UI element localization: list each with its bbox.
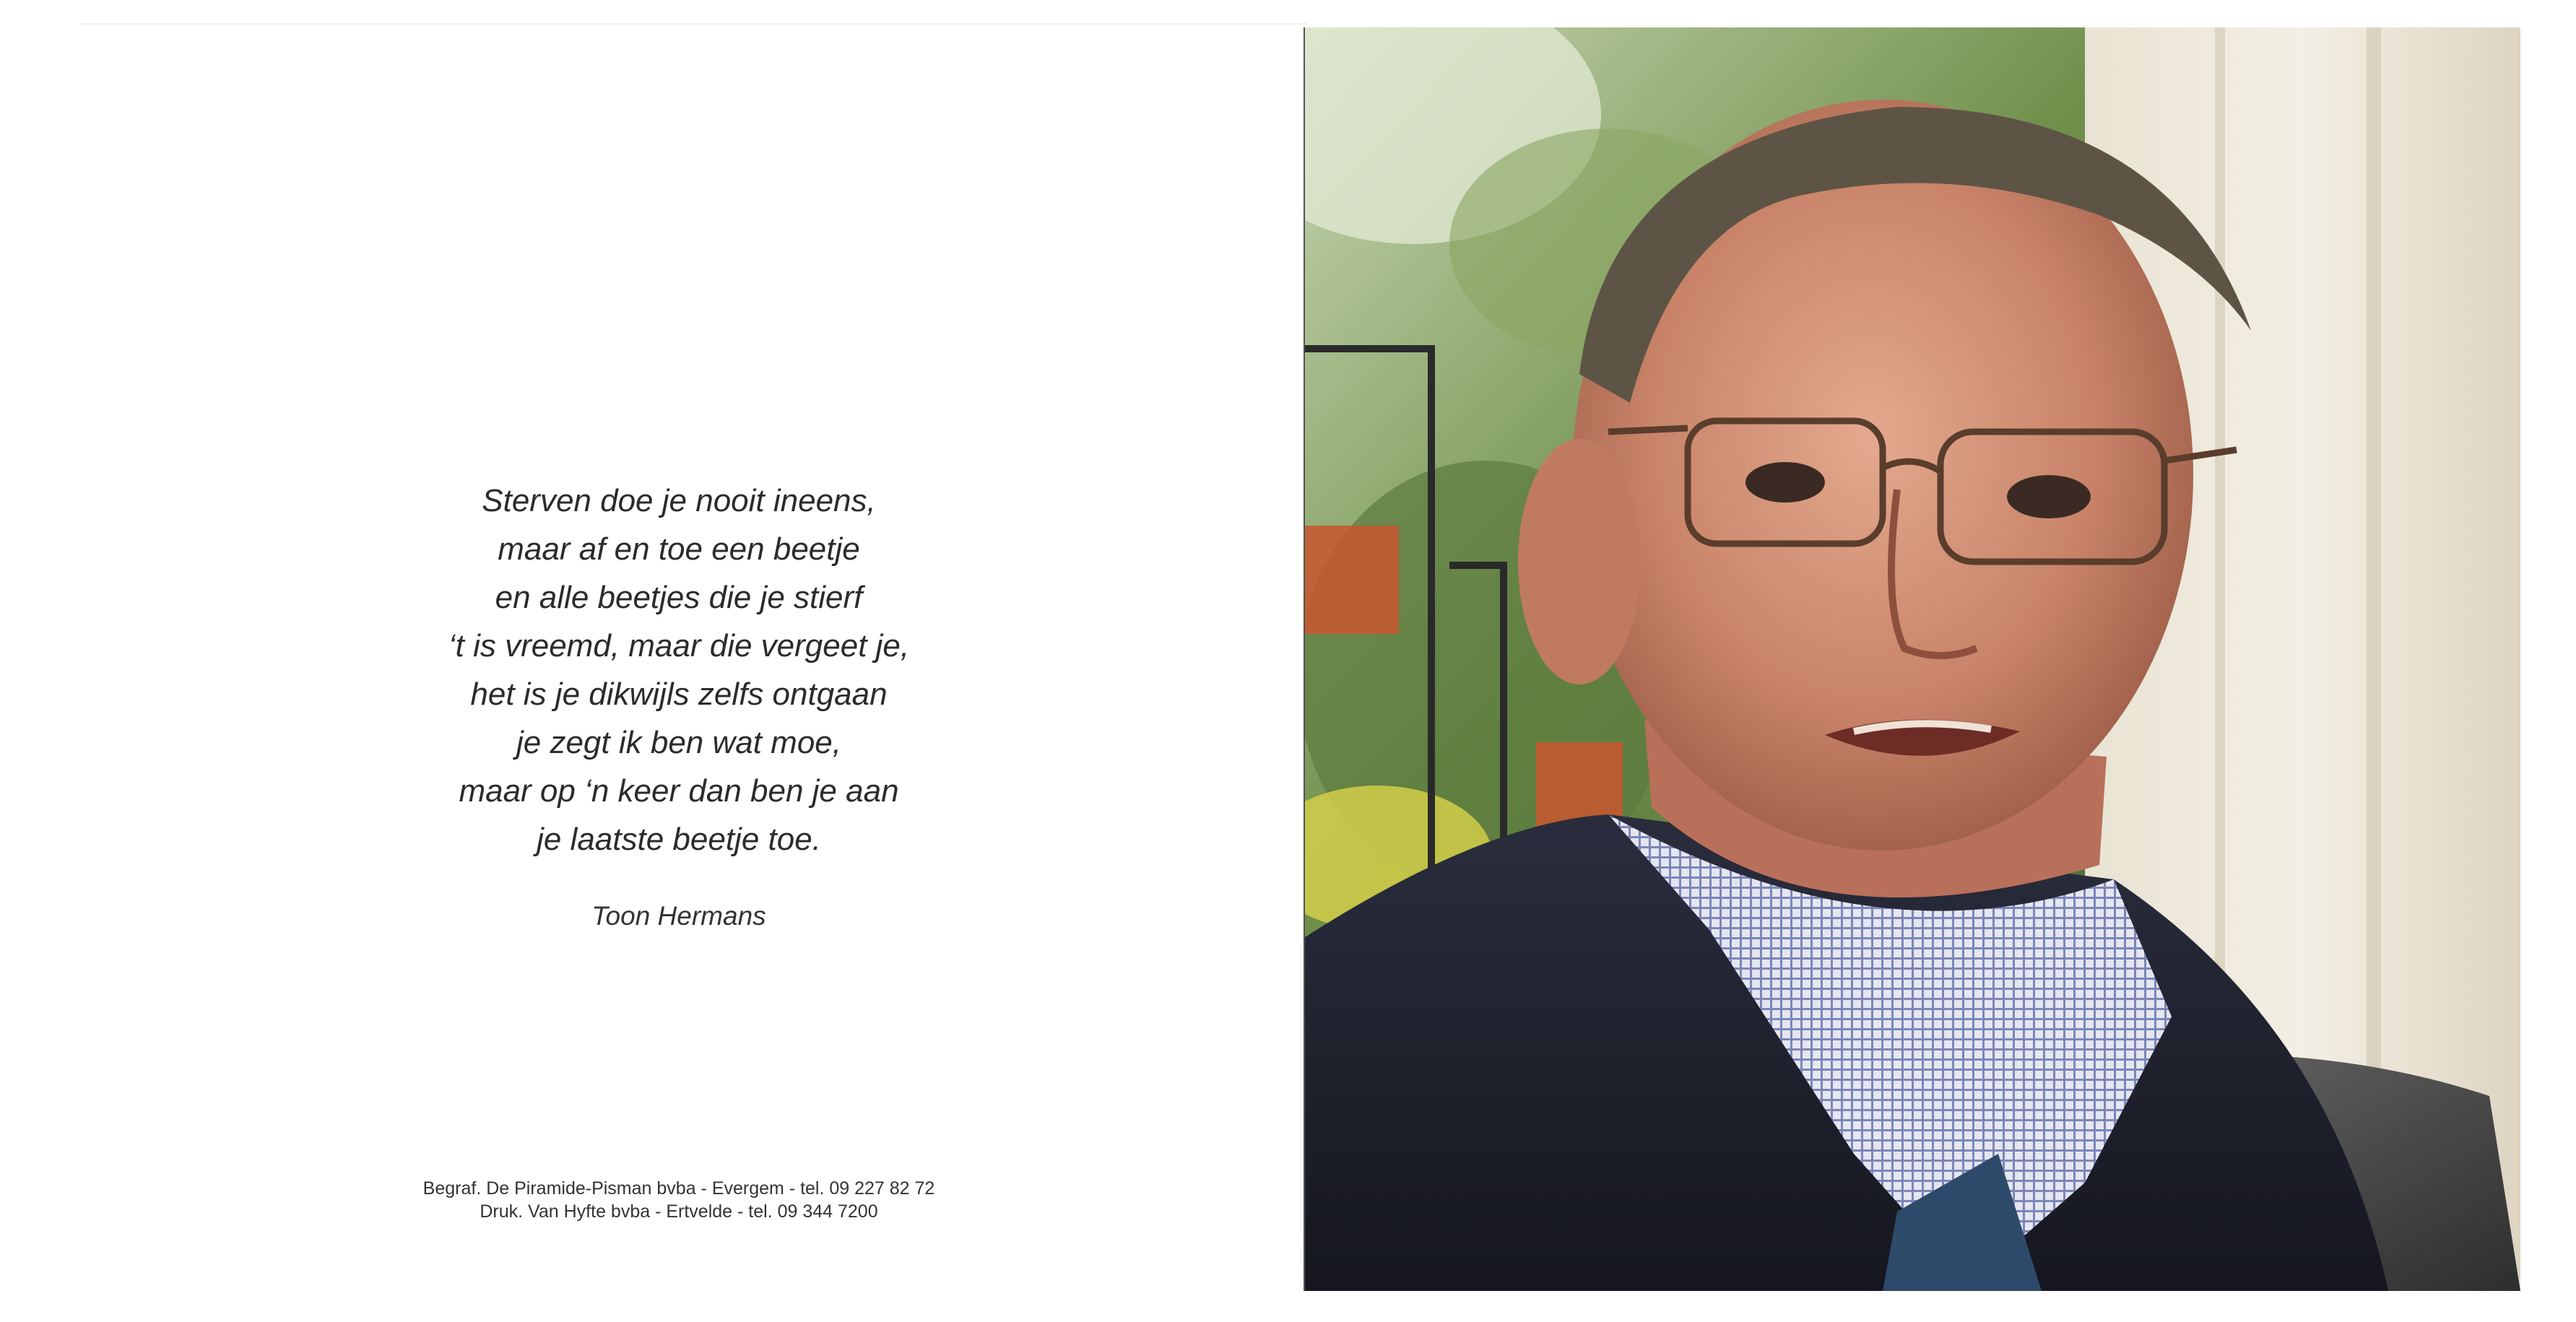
poem-line: en alle beetjes die je stierf: [495, 580, 863, 615]
poem-line: Sterven doe je nooit ineens,: [482, 483, 876, 518]
printer-credits: [217, 1177, 1141, 1223]
poem: [217, 477, 1141, 864]
poem-line: ‘t is vreemd, maar die vergeet je,: [448, 628, 910, 664]
poem-line: maar op ‘n keer dan ben je aan: [459, 773, 899, 809]
poem-line: je zegt ik ben wat moe,: [516, 725, 841, 760]
poem-line: je laatste beetje toe.: [537, 822, 821, 857]
poem-author: Toon Hermans: [591, 901, 766, 931]
print-shop-line: Druk. Van Hyfte bvba - Ertvelde - tel. 09 344 7200: [480, 1201, 878, 1222]
poem-line: maar af en toe een beetje: [498, 531, 860, 567]
funeral-home-line: Begraf. De Piramide-Pisman bvba - Evergem - tel. 09 227 82 72: [422, 1178, 935, 1199]
portrait-photo: [1305, 27, 2520, 1291]
poem-line: het is je dikwijls zelfs ontgaan: [470, 677, 888, 712]
